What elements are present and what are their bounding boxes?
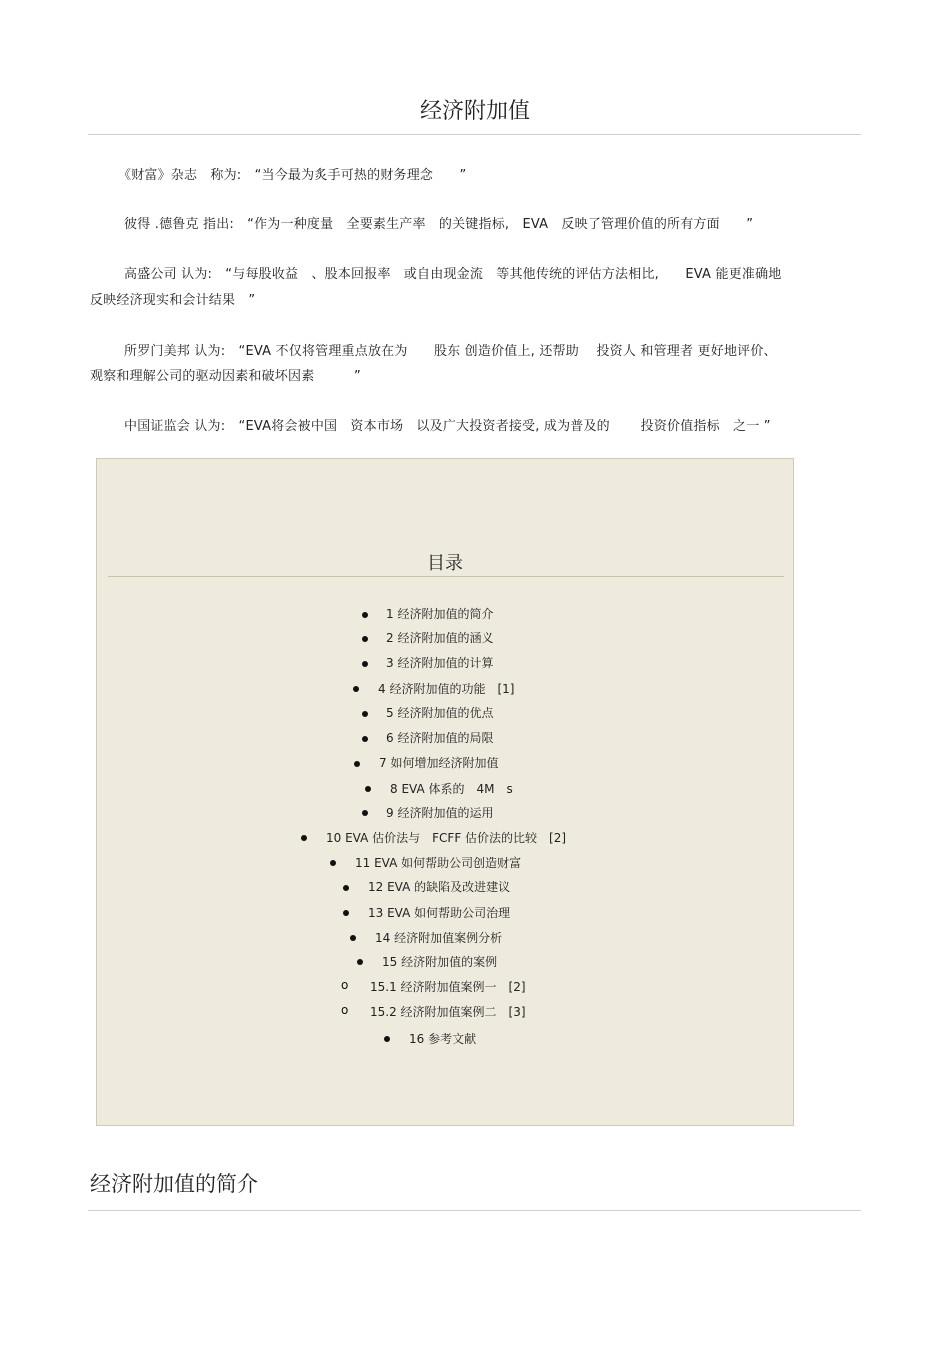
table-of-contents <box>96 458 794 1126</box>
toc-link-7[interactable]: 7 如何增加经济附加值 <box>379 756 499 770</box>
sub-bullet-icon: o <box>341 978 349 992</box>
toc-link-10[interactable]: 10 EVA 估价法与 FCFF 估价法的比较 [2] <box>326 831 567 845</box>
bullet-icon <box>365 786 371 792</box>
toc-link-9[interactable]: 9 经济附加值的运用 <box>386 806 494 820</box>
toc-divider <box>108 576 784 577</box>
bullet-icon <box>362 661 368 667</box>
bullet-icon <box>301 835 307 841</box>
bullet-icon <box>362 612 368 618</box>
toc-link-1[interactable]: 1 经济附加值的简介 <box>386 607 494 621</box>
quote-salomon-line1: 所罗门美邦 认为: “EVA 不仅将管理重点放在为 股东 创造价值上, 还帮助 投资人 和管理者 更好地评价、 <box>124 344 777 359</box>
bullet-icon <box>354 761 360 767</box>
bullet-icon <box>362 810 368 816</box>
quote-salomon-line2: 观察和理解公司的驱动因素和破坏因素 ” <box>90 369 361 384</box>
bullet-icon <box>330 860 336 866</box>
toc-link-13[interactable]: 13 EVA 如何帮助公司治理 <box>368 906 511 920</box>
toc-link-11[interactable]: 11 EVA 如何帮助公司创造财富 <box>355 856 522 870</box>
bullet-icon <box>353 686 359 692</box>
sub-bullet-icon: o <box>341 1003 349 1017</box>
bullet-icon <box>362 636 368 642</box>
title-divider <box>88 134 861 135</box>
page-title: 经济附加值 <box>419 99 530 124</box>
quote-fortune: 《财富》杂志 称为: “当今最为炙手可热的财务理念 ” <box>118 168 467 183</box>
toc-link-3[interactable]: 3 经济附加值的计算 <box>386 656 494 670</box>
toc-link-5[interactable]: 5 经济附加值的优点 <box>386 706 494 720</box>
bullet-icon <box>362 711 368 717</box>
quote-goldman-line1: 高盛公司 认为: “与每股收益 、股本回报率 或自由现金流 等其他传统的评估方法相比, EVA 能更准确地 <box>124 267 782 282</box>
bullet-icon <box>343 885 349 891</box>
bullet-icon <box>357 959 363 965</box>
bullet-icon <box>384 1036 390 1042</box>
toc-title: 目录 <box>427 553 463 574</box>
toc-link-14[interactable]: 14 经济附加值案例分析 <box>375 931 503 945</box>
toc-link-2[interactable]: 2 经济附加值的涵义 <box>386 631 494 645</box>
quote-goldman-line2: 反映经济现实和会计结果 ” <box>90 293 256 308</box>
toc-link-15-2[interactable]: 15.2 经济附加值案例二 [3] <box>370 1005 526 1019</box>
toc-link-15[interactable]: 15 经济附加值的案例 <box>382 955 498 969</box>
quote-drucker: 彼得 .德鲁克 指出: “作为一种度量 全要素生产率 的关键指标, EVA 反映了管理价值的所有方面 ” <box>124 217 754 232</box>
toc-link-8[interactable]: 8 EVA 体系的 4M s <box>390 782 513 796</box>
toc-link-12[interactable]: 12 EVA 的缺陷及改进建议 <box>368 880 511 894</box>
bullet-icon <box>343 910 349 916</box>
section-divider <box>88 1210 861 1211</box>
toc-link-6[interactable]: 6 经济附加值的局限 <box>386 731 494 745</box>
section-heading: 经济附加值的简介 <box>90 1172 258 1196</box>
toc-link-16[interactable]: 16 参考文献 <box>409 1032 477 1046</box>
toc-link-15-1[interactable]: 15.1 经济附加值案例一 [2] <box>370 980 526 994</box>
bullet-icon <box>362 736 368 742</box>
quote-csrc: 中国证监会 认为: “EVA将会被中国 资本市场 以及广大投资者接受, 成为普及的 投资价值指标 之一 ” <box>124 419 771 434</box>
toc-link-4[interactable]: 4 经济附加值的功能 [1] <box>378 682 515 696</box>
bullet-icon <box>350 935 356 941</box>
